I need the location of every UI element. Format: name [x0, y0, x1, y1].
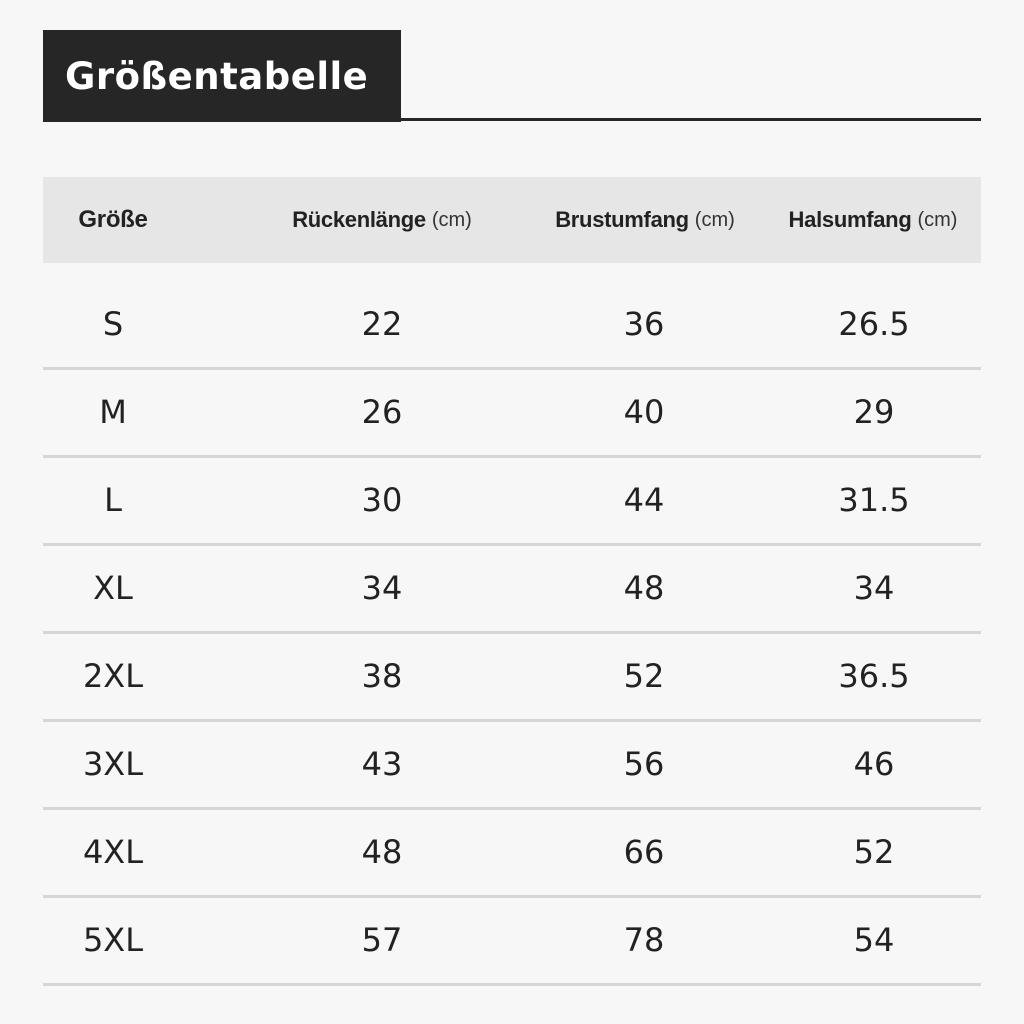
table-row — [43, 544, 981, 632]
header-cell-neck — [765, 177, 981, 263]
size-cell: L — [104, 481, 122, 519]
header-neck-label: Halsumfang — [788, 207, 912, 232]
table-row — [43, 808, 981, 896]
back-length-cell: 57 — [361, 921, 403, 959]
neck-cell: 36.5 — [838, 657, 910, 695]
size-cell: 4XL — [82, 833, 144, 871]
table-row — [43, 456, 981, 544]
neck-cell: 52 — [853, 833, 895, 871]
neck-cell: 46 — [853, 745, 895, 783]
table-row — [43, 632, 981, 720]
page-title: Größentabelle — [65, 54, 369, 98]
chest-cell: 36 — [623, 305, 665, 343]
table-body — [43, 280, 981, 984]
back-length-cell: 30 — [361, 481, 403, 519]
table-row — [43, 280, 981, 368]
row-divider — [43, 983, 981, 986]
back-length-cell: 48 — [361, 833, 403, 871]
size-cell: XL — [93, 569, 133, 607]
table-row — [43, 368, 981, 456]
neck-cell: 54 — [853, 921, 895, 959]
chest-cell: 66 — [623, 833, 665, 871]
title-banner — [43, 30, 401, 122]
size-cell: S — [102, 305, 124, 343]
table-row — [43, 896, 981, 984]
back-length-cell: 43 — [361, 745, 403, 783]
back-length-cell: 26 — [361, 393, 403, 431]
size-cell: M — [99, 393, 127, 431]
chest-cell: 78 — [623, 921, 665, 959]
size-cell: 5XL — [82, 921, 144, 959]
back-length-cell: 22 — [361, 305, 403, 343]
header-cell-back-length — [242, 177, 522, 263]
title-underline — [401, 118, 981, 121]
header-neck-unit: (cm) — [917, 208, 958, 231]
chest-cell: 56 — [623, 745, 665, 783]
neck-cell: 26.5 — [838, 305, 910, 343]
neck-cell: 29 — [853, 393, 895, 431]
table-row — [43, 720, 981, 808]
header-back-length-label: Rückenlänge — [292, 207, 426, 232]
back-length-cell: 38 — [361, 657, 403, 695]
back-length-cell: 34 — [361, 569, 403, 607]
header-size-label: Größe — [78, 206, 148, 233]
size-cell: 3XL — [82, 745, 144, 783]
header-cell-chest — [505, 177, 785, 263]
chest-cell: 44 — [623, 481, 665, 519]
header-back-length-unit: (cm) — [431, 208, 472, 231]
size-table — [43, 177, 981, 984]
size-cell: 2XL — [82, 657, 144, 695]
header-chest-label: Brustumfang — [555, 207, 689, 232]
neck-cell: 31.5 — [838, 481, 910, 519]
header-cell-size — [43, 177, 183, 263]
table-header — [43, 177, 981, 263]
chest-cell: 40 — [623, 393, 665, 431]
chest-cell: 52 — [623, 657, 665, 695]
header-chest-unit: (cm) — [694, 208, 735, 231]
neck-cell: 34 — [853, 569, 895, 607]
chest-cell: 48 — [623, 569, 665, 607]
